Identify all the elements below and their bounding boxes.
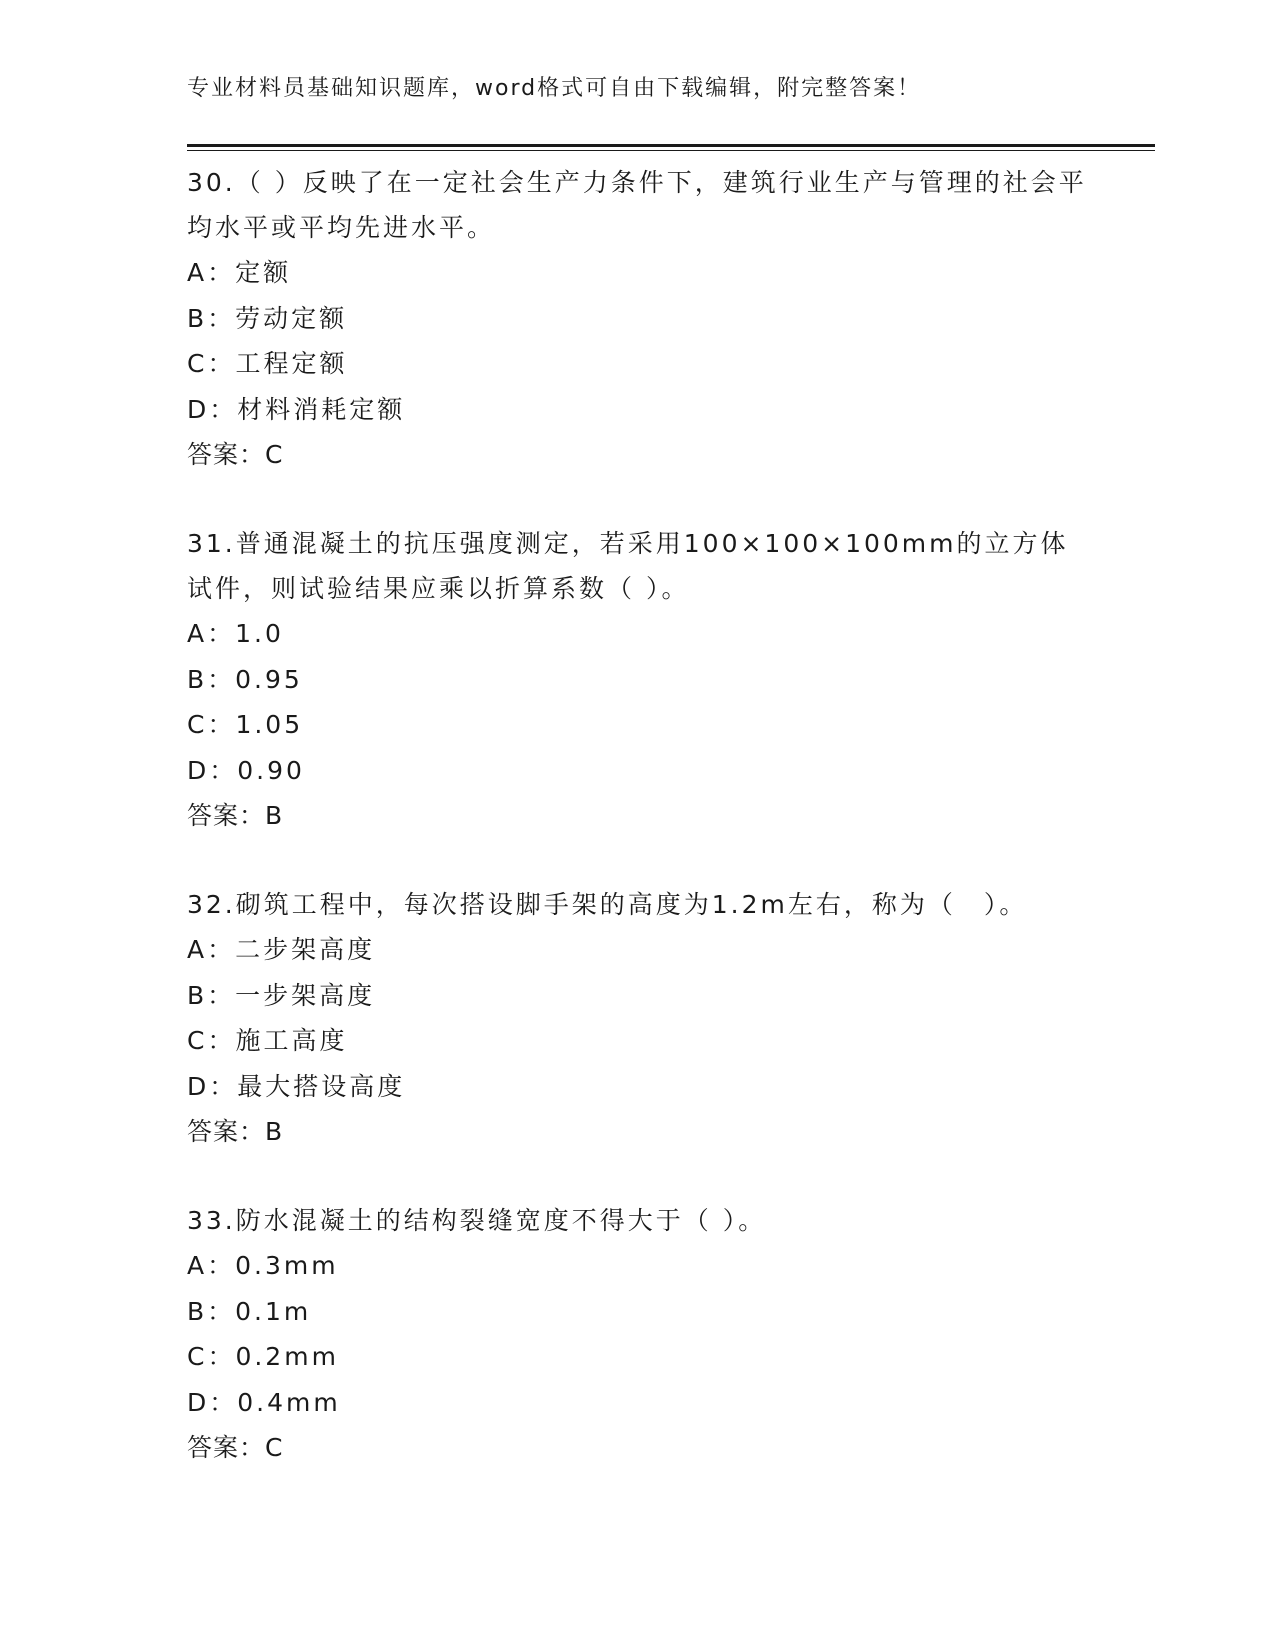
- answer-line: 答案：B: [187, 1117, 284, 1146]
- question-stem: 31.普通混凝土的抗压强度测定，若采用100×100×100mm的立方体试件，则试验结果应乘以折算系数（ ）。: [187, 529, 1069, 603]
- option-d: D：0.90: [187, 755, 305, 785]
- question-33: [187, 1198, 1087, 1470]
- page-header: 专业材料员基础知识题库，word格式可自由下载编辑，附完整答案！: [187, 76, 922, 101]
- option-c: C：工程定额: [187, 349, 348, 378]
- option-c: C：施工高度: [187, 1026, 348, 1055]
- question-31: [187, 521, 1087, 838]
- answer-line: 答案：B: [187, 801, 284, 830]
- option-a: A：0.3mm: [187, 1251, 339, 1280]
- option-d: D：材料消耗定额: [187, 394, 406, 424]
- option-a: A：1.0: [187, 619, 284, 648]
- question-stem: 30.（ ）反映了在一定社会生产力条件下，建筑行业生产与管理的社会平均水平或平均先进水平。: [187, 168, 1087, 242]
- option-d: D：0.4mm: [187, 1387, 341, 1417]
- question-list: [187, 160, 1087, 1470]
- option-c: C：0.2mm: [187, 1342, 339, 1371]
- option-b: B：劳动定额: [187, 303, 348, 333]
- option-b: B：一步架高度: [187, 980, 376, 1010]
- header-rule-thick: [187, 144, 1155, 147]
- option-d: D：最大搭设高度: [187, 1071, 406, 1101]
- option-a: A：定额: [187, 258, 292, 287]
- question-30: [187, 160, 1087, 477]
- question-spacer: [187, 477, 1087, 521]
- option-c: C：1.05: [187, 710, 304, 739]
- question-spacer: [187, 1154, 1087, 1198]
- question-spacer: [187, 838, 1087, 882]
- option-a: A：二步架高度: [187, 935, 376, 964]
- option-b: B：0.1m: [187, 1296, 312, 1326]
- question-32: [187, 882, 1087, 1154]
- option-b: B：0.95: [187, 664, 303, 694]
- question-stem: 33.防水混凝土的结构裂缝宽度不得大于（ ）。: [187, 1206, 767, 1235]
- header-rule-thin: [187, 150, 1155, 151]
- answer-line: 答案：C: [187, 440, 284, 469]
- question-stem: 32.砌筑工程中，每次搭设脚手架的高度为1.2m左右，称为（ ）。: [187, 890, 1028, 919]
- answer-line: 答案：C: [187, 1433, 284, 1462]
